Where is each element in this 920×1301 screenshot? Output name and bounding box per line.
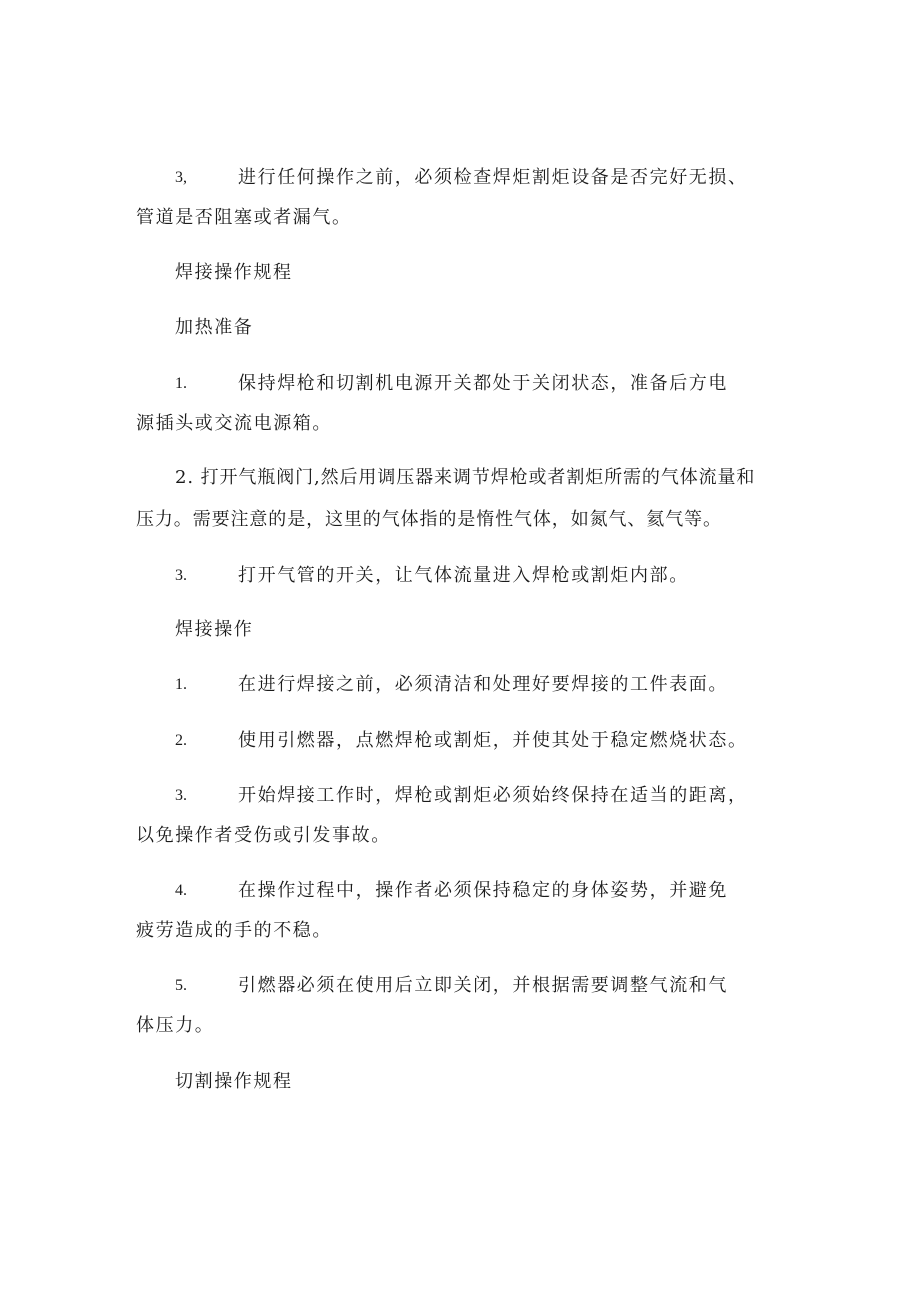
welding-item-5-line-1: 引燃器必须在使用后立即关闭，并根据需要调整气流和气: [238, 975, 728, 996]
heating-item-1-number: 1.: [175, 375, 187, 392]
welding-item-3-line-2: 以免操作者受伤或引发事故。: [136, 825, 391, 846]
heating-item-3-line-1: 打开气管的开关，让气体流量进入焊枪或割炬内部。: [238, 565, 689, 586]
section-title: 焊接操作规程: [175, 262, 293, 283]
welding-title: 焊接操作: [175, 619, 254, 640]
welding-item-5-number: 5.: [175, 977, 187, 994]
intro-item-number: 3,: [175, 169, 187, 186]
welding-item-1-line-1: 在进行焊接之前，必须清洁和处理好要焊接的工件表面。: [238, 674, 728, 695]
welding-item-2-number: 2.: [175, 732, 187, 749]
welding-item-5-line-2: 体压力。: [136, 1015, 215, 1036]
heating-item-2-line-2: 压力。需要注意的是，这里的气体指的是惰性气体，如氮气、氦气等。: [136, 509, 722, 530]
intro-item-line-1: 进行任何操作之前，必须检查焊炬割炬设备是否完好无损、: [238, 167, 748, 188]
heating-title: 加热准备: [175, 317, 254, 338]
heating-item-3-number: 3.: [175, 567, 187, 584]
welding-item-4-line-2: 疲劳造成的手的不稳。: [136, 920, 332, 941]
welding-item-1-number: 1.: [175, 676, 187, 693]
intro-item-line-2: 管道是否阻塞或者漏气。: [136, 207, 352, 228]
welding-item-3-line-1: 开始焊接工作时，焊枪或割炬必须始终保持在适当的距离，: [238, 785, 748, 806]
welding-item-4-number: 4.: [175, 882, 187, 899]
welding-item-2-line-1: 使用引燃器，点燃焊枪或割炬，并使其处于稳定燃烧状态。: [238, 730, 748, 751]
welding-item-3-number: 3.: [175, 787, 187, 804]
heating-item-1-line-2: 源插头或交流电源箱。: [136, 413, 332, 434]
heating-item-1-line-1: 保持焊枪和切割机电源开关都处于关闭状态，准备后方电: [238, 373, 728, 394]
welding-item-4-line-1: 在操作过程中，操作者必须保持稳定的身体姿势，并避免: [238, 880, 728, 901]
cutting-title: 切割操作规程: [175, 1071, 293, 1092]
heating-item-2-line-1: 2. 打开气瓶阀门,然后用调压器来调节焊枪或者割炬所需的气体流量和: [175, 467, 756, 488]
